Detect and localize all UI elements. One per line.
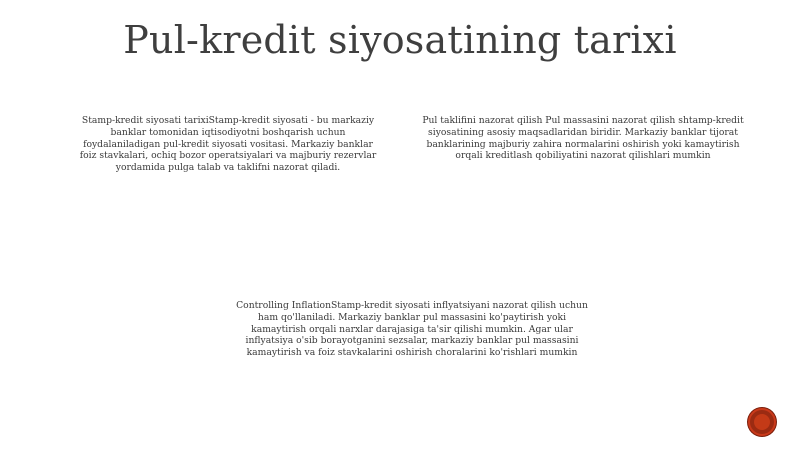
circle-nav-icon: [754, 414, 770, 430]
text-block-inflation: Controlling InflationStamp-kredit siyosati inflyatsiyani nazorat qilish uchun ham qo'llaniladi. Markaziy banklar pul massasini ko'paytirish yoki kamaytirish orqali narxlar darajasiga ta'sir qilishi mumkin. Agar ular inflyatsiya o'sib borayotganini sezsalar, markaziy banklar pul massasini kamaytirish va foiz stavkalarini oshirish choralarini ko'rishlari mumkin: [236, 300, 588, 359]
text-block-money-supply: Pul taklifini nazorat qilish Pul massasini nazorat qilish shtamp-kredit siyosatining asosiy maqsadlaridan biridir. Markaziy banklar tijorat banklarining majburiy zahira normalarini oshirish yoki kamaytirish orqali kreditlash qobiliyatini nazorat qilishlari mumkin: [422, 115, 744, 162]
slide-title: Pul-kredit siyosatining tarixi: [123, 18, 677, 62]
next-slide-button[interactable]: [748, 408, 776, 436]
text-block-history: Stamp-kredit siyosati tarixiStamp-kredit siyosati - bu markaziy banklar tomonidan iqtisodiyotni boshqarish uchun foydalaniladigan pul-kredit siyosati vositasi. Markaziy banklar foiz stavkalari, ochiq bozor operatsiyalari va majburiy rezervlar yordamida pulga talab va taklifni nazorat qiladi.: [79, 115, 377, 174]
